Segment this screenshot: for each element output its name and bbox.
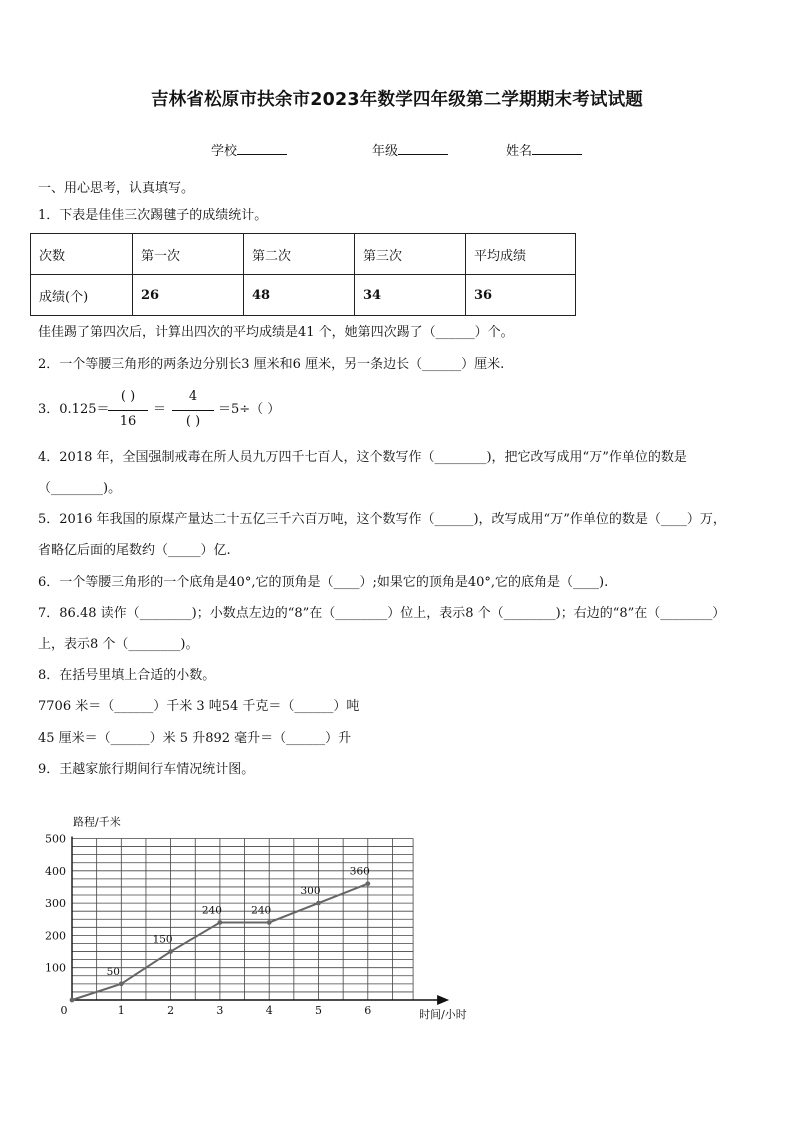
data-label: 360 — [349, 865, 370, 878]
question-7-line-1: 7．86.48 读作（________)；小数点左边的“8”在（________）位上，表示8 个（________)；右边的“8”在（________） — [38, 606, 726, 621]
table-cell: 26 — [133, 275, 244, 316]
data-label: 300 — [300, 885, 321, 898]
data-point — [168, 949, 173, 954]
grade-blank[interactable] — [398, 142, 448, 155]
question-4-line-2: （________)。 — [38, 481, 122, 496]
x-tick-label: 2 — [167, 1004, 175, 1017]
score-table — [30, 233, 576, 316]
question-3-equals: ＝ — [153, 402, 167, 417]
grade-label: 年级 — [372, 144, 399, 159]
x-axis-title: 时间/小时 — [419, 1008, 467, 1021]
data-point — [70, 998, 75, 1003]
table-header-cell: 第三次 — [355, 234, 466, 275]
table-row — [31, 275, 576, 316]
question-1: 1．下表是佳佳三次踢毽子的成绩统计。 — [38, 208, 268, 223]
section-heading: 一、用心思考，认真填写。 — [38, 181, 195, 196]
school-label: 学校 — [211, 144, 238, 159]
fraction-1-denominator: 16 — [119, 414, 137, 429]
data-point — [316, 901, 321, 906]
data-point — [267, 920, 272, 925]
table-header-cell: 次数 — [31, 234, 133, 275]
table-cell: 34 — [355, 275, 466, 316]
fraction-2-denominator[interactable]: ( ) — [185, 414, 201, 429]
question-1-followup: 佳佳踢了第四次后，计算出四次的平均成绩是41 个，她第四次踢了（______）个。 — [38, 325, 514, 340]
page-title: 吉林省松原市扶余市2023年数学四年级第二学期期末考试试题 — [150, 90, 643, 110]
x-axis-arrow — [437, 995, 449, 1005]
y-tick-label: 400 — [45, 864, 66, 878]
question-3-prefix: 3．0.125＝ — [38, 402, 110, 417]
y-tick-label: 200 — [45, 929, 66, 943]
data-point — [119, 981, 124, 986]
question-5-line-2: 省略亿后面的尾数约（_____）亿. — [38, 543, 231, 558]
y-tick-label: 500 — [45, 832, 66, 846]
chart-labels — [45, 815, 467, 1022]
data-label: 240 — [251, 904, 272, 917]
question-8-row-1: 7706 米＝（______）千米 3 吨54 千克＝（______）吨 — [38, 699, 360, 714]
fraction-2-numerator: 4 — [188, 389, 198, 404]
x-tick-label: 6 — [364, 1004, 372, 1017]
question-5-line-1: 5．2016 年我国的原煤产量达二十五亿三千六百万吨，这个数写作（______)，改写成用“万”作单位的数是（____）万， — [38, 512, 726, 527]
school-blank[interactable] — [237, 142, 287, 155]
table-header-cell: 第二次 — [244, 234, 355, 275]
data-point — [365, 881, 370, 886]
question-7-line-2: 上，表示8 个（________)。 — [38, 637, 199, 652]
table-header-row — [31, 234, 576, 275]
grade-field[interactable] — [372, 140, 448, 159]
name-blank[interactable] — [532, 142, 582, 155]
chart-grid — [72, 839, 413, 1001]
question-4-line-1: 4．2018 年，全国强制戒毒在所人员九万四千七百人，这个数写作（________)，把它改写成用“万”作单位的数是 — [38, 450, 687, 465]
data-point — [218, 920, 223, 925]
question-8-row-2: 45 厘米＝（______）米 5 升892 毫升＝（______）升 — [38, 731, 352, 746]
fraction-1-numerator[interactable]: ( ) — [120, 389, 136, 404]
y-tick-label: 300 — [45, 897, 66, 911]
question-2: 2．一个等腰三角形的两条边分别长3 厘米和6 厘米，另一条边长（______）厘米. — [38, 357, 505, 372]
table-row-label: 成绩(个) — [31, 275, 133, 316]
name-label: 姓名 — [506, 144, 533, 159]
data-label: 150 — [152, 933, 173, 946]
question-6: 6．一个等腰三角形的一个底角是40°,它的顶角是（____）;如果它的顶角是40°,它的底角是（____). — [38, 575, 609, 590]
distance-line-chart — [30, 798, 467, 1028]
x-tick-label: 5 — [315, 1004, 322, 1017]
data-label: 50 — [106, 965, 120, 978]
x-tick-label: 1 — [117, 1004, 125, 1017]
table-cell: 36 — [466, 275, 576, 316]
y-axis-title: 路程/千米 — [73, 815, 121, 829]
question-3-suffix: ＝5÷（ ） — [218, 402, 281, 417]
fraction-2-bar — [172, 410, 214, 411]
fraction-1-bar — [108, 410, 148, 411]
name-field[interactable] — [506, 140, 582, 159]
x-tick-label: 3 — [216, 1004, 224, 1017]
data-label: 240 — [201, 904, 222, 917]
table-header-cell: 平均成绩 — [466, 234, 576, 275]
y-tick-label: 100 — [45, 961, 66, 975]
table-header-cell: 第一次 — [133, 234, 244, 275]
x-tick-label: 0 — [60, 1004, 68, 1017]
question-9: 9．王越家旅行期间行车情况统计图。 — [38, 762, 255, 777]
x-tick-label: 4 — [265, 1004, 273, 1017]
school-field[interactable] — [211, 140, 287, 159]
table-cell: 48 — [244, 275, 355, 316]
question-8: 8．在括号里填上合适的小数。 — [38, 668, 216, 683]
